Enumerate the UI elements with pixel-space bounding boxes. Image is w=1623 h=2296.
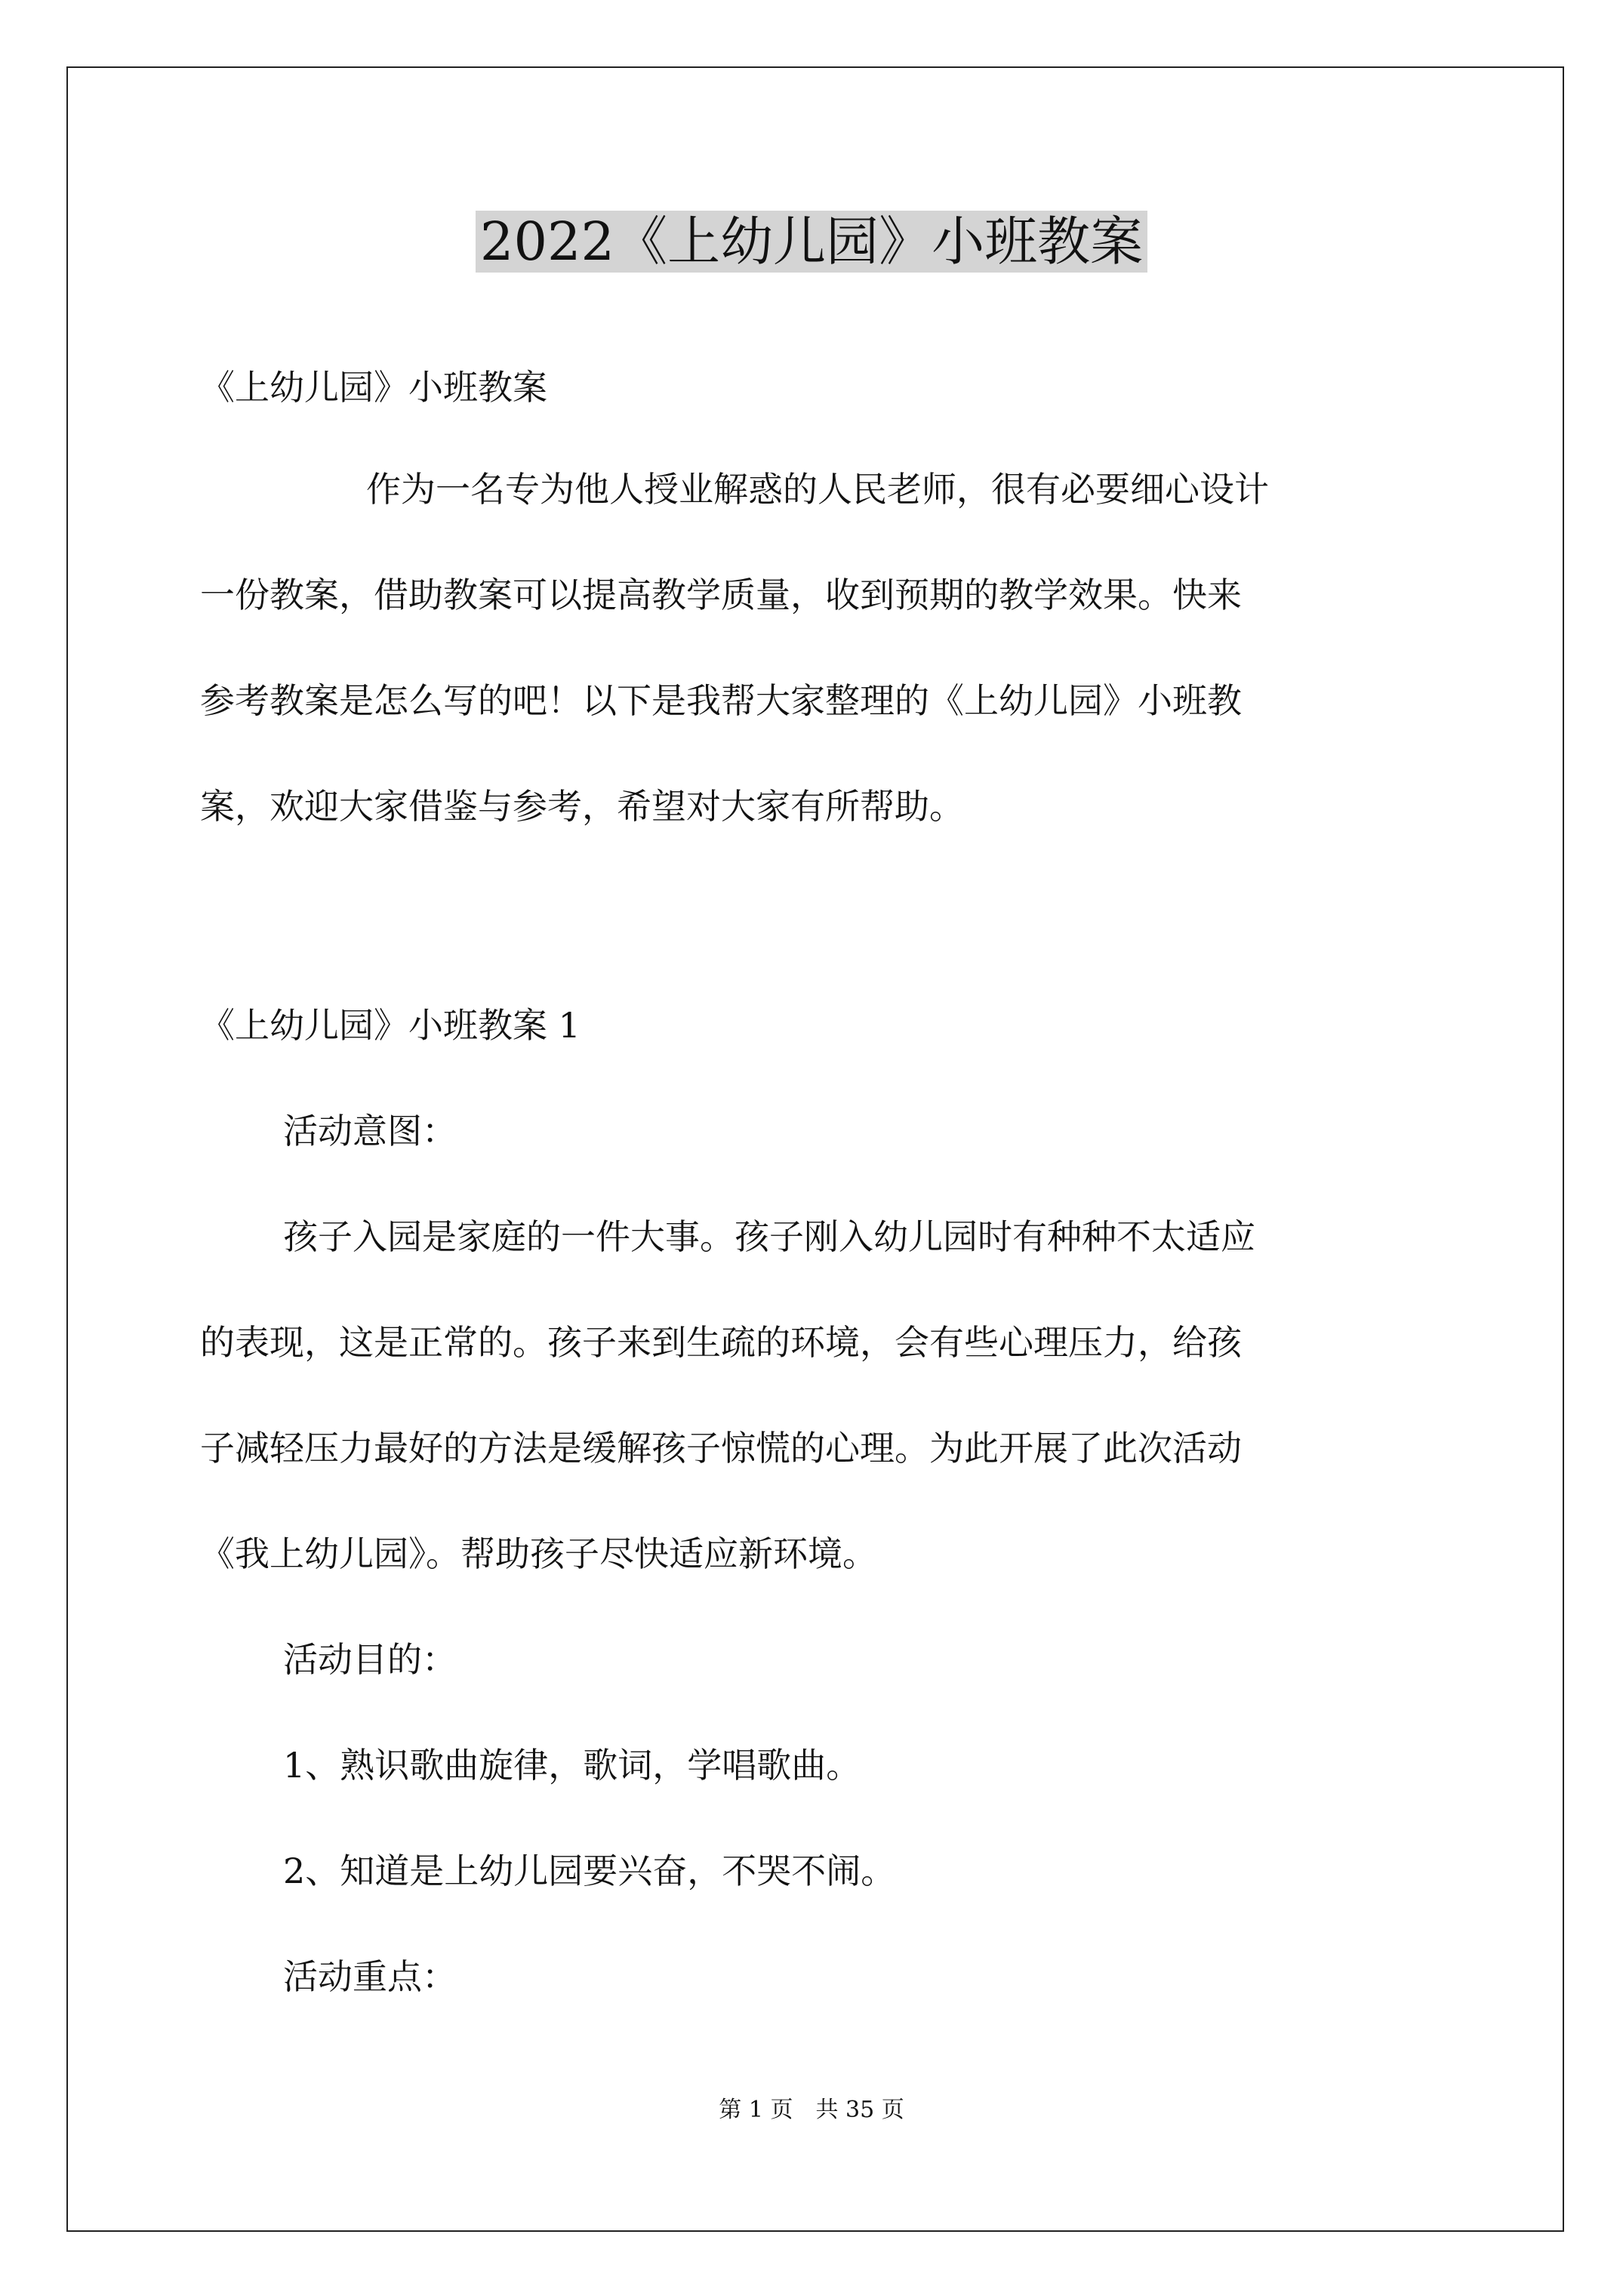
subtitle: 《上幼儿园》小班教案	[200, 367, 547, 408]
intro-line-3: 参考教案是怎么写的吧！以下是我帮大家整理的《上幼儿园》小班教	[200, 680, 1242, 721]
goal-item-1: 1、熟识歌曲旋律，歌词，学唱歌曲。	[283, 1745, 861, 1786]
intent-line-1: 孩子入园是家庭的一件大事。孩子刚入幼儿园时有种种不太适应	[283, 1216, 1255, 1257]
title-highlight: 2022《上幼儿园》小班教案	[476, 211, 1147, 273]
intent-heading: 活动意图：	[283, 1111, 457, 1151]
page-number-current: 第 1 页	[719, 2097, 793, 2123]
intro-line-2: 一份教案，借助教案可以提高教学质量，收到预期的教学效果。快来	[200, 575, 1242, 615]
page-number-total: 共 35 页	[815, 2097, 904, 2123]
intro-line-4: 案，欢迎大家借鉴与参考，希望对大家有所帮助。	[200, 786, 964, 827]
page-footer	[0, 2095, 1623, 2125]
goal-heading: 活动目的：	[283, 1639, 457, 1680]
document-title	[0, 204, 1623, 279]
section-heading: 《上幼儿园》小班教案 1	[200, 1005, 581, 1046]
goal-item-2: 2、知道是上幼儿园要兴奋，不哭不闹。	[283, 1851, 896, 1891]
intro-line-1: 作为一名专为他人授业解惑的人民老师，很有必要细心设计	[366, 469, 1269, 510]
focus-heading: 活动重点：	[283, 1956, 457, 1997]
intent-line-4: 《我上幼儿园》。帮助孩子尽快适应新环境。	[200, 1533, 877, 1574]
intent-line-3: 子减轻压力最好的方法是缓解孩子惊慌的心理。为此开展了此次活动	[200, 1428, 1242, 1469]
intent-line-2: 的表现，这是正常的。孩子来到生疏的环境，会有些心理压力，给孩	[200, 1322, 1242, 1363]
